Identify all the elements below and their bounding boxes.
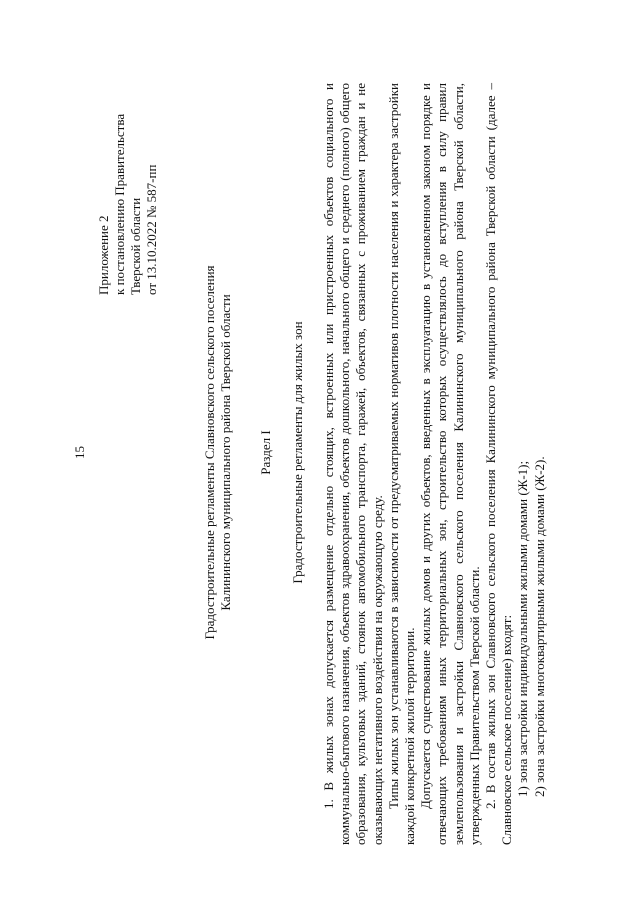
list-item: 2) зона застройки многоквартирными жилыми домами (Ж-2). (531, 456, 547, 797)
list-item: 1) зона застройки индивидуальными жилыми домами (Ж-1); (515, 460, 531, 797)
paragraph: 1. В жилых зонах допускается размещение отдельно стоящих, встроенных или пристроенных объектов социального и коммунально-бытового назначения, объектов здравоохранения, объектов дошкольного, начального общего и среднего (полного) общего образования, культовых зданий, стоянок автомобильного транспорта, гаражей, объектов, связанных с проживанием граждан и не оказывающих негативного воздействия на окружающую среду. (321, 83, 385, 845)
page-number: 15 (72, 446, 87, 459)
document-title (202, 0, 234, 905)
paragraph: 2. В состав жилых зон Славновского сельского поселения Калининского муниципального района Тверской области (далее – Славновское сельское поселение) входят: (483, 83, 515, 845)
appendix-line: от 13.10.2022 № 587-пп (144, 164, 159, 295)
section-subheading: Градостроительные регламенты для жилых зон (290, 321, 305, 584)
paragraph: Допускается существование жилых домов и других объектов, введенных в эксплуатацию в установленном законом порядке и отвечающих требованиям иных территориальных зон, строительство которых осуществлялось до вступления в силу правил землепользования и застройки Славновского сельского поселения Калининского муниципального района Тверской области, утвержденных Правительством Тверской области. (418, 83, 482, 845)
paragraph: Типы жилых зон устанавливаются в зависимости от предусматриваемых нормативов плотности населения и характера застройки каждой конкретной жилой территории. (385, 83, 418, 845)
title-line: Градостроительные регламенты Славновского сельского поселения (202, 265, 217, 640)
appendix-block (96, 15, 160, 295)
document-body (321, 83, 548, 845)
appendix-line: Приложение 2 (96, 215, 111, 295)
section-heading: Раздел I (258, 430, 273, 475)
title-line: Калининского муниципального района Тверской области (218, 294, 233, 611)
appendix-line: Тверской области (128, 197, 143, 295)
appendix-line: к постановлению Правительства (112, 113, 127, 295)
